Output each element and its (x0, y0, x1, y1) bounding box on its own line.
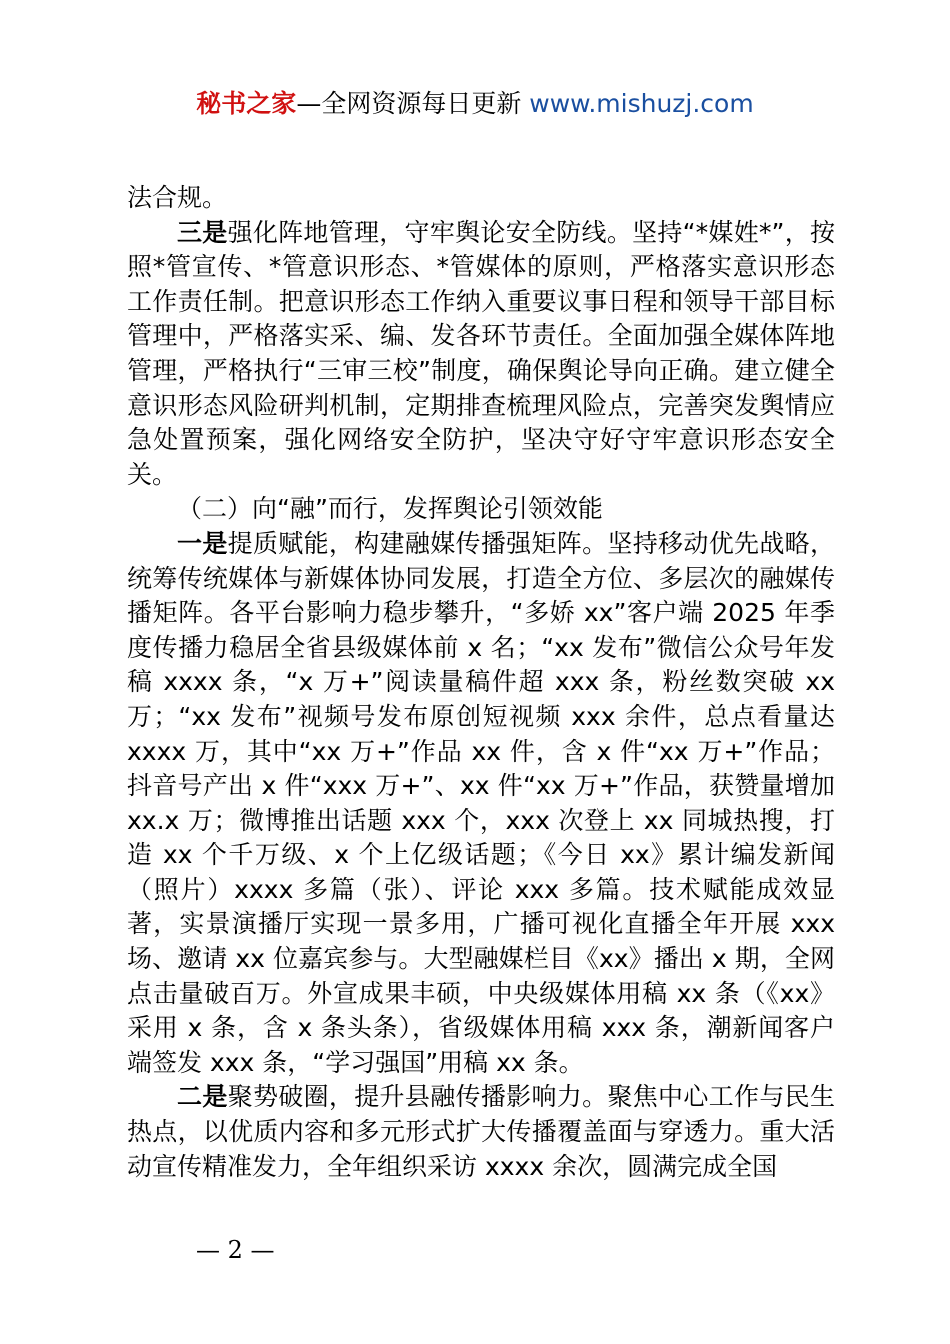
paragraph-continuation (127, 181, 835, 216)
document-body (127, 181, 835, 1184)
section-heading-text: （二）向“融”而行，发挥舆论引领效能 (177, 494, 603, 524)
header-tagline: 全网资源每日更新 (321, 89, 522, 118)
paragraph-text: 提质赋能，构建融媒传播强矩阵。坚持移动优先战略，统筹传统媒体与新媒体协同发展，打造全方位、多层次的融媒传播矩阵。各平台影响力稳步攀升，“多娇 xx”客户端 2025 年季度传播力稳居全省县级媒体前 x 名；“xx 发布”微信公众号年发稿 xxxx 条，“x 万+”阅读量稿件超 xxx 条，粉丝数突破 xx 万；“xx 发布”视频号发布原创短视频 xxx 余件，总点看量达 xxxx 万，其中“xx 万+”作品 xx 件，含 x 件“xx 万+”作品；抖音号产出 x 件“xxx 万+”、xx 件“xx 万+”作品，获赞量增加 xx.x 万；微博推出话题 xxx 个，xxx 次登上 xx 同城热搜，打造 xx 个千万级、x 个上亿级话题；《今日 xx》累计编发新闻（照片）xxxx 多篇（张）、评论 xxx 多篇。技术赋能成效显著，实景演播厅实现一景多用，广播可视化直播全年开展 xxx 场、邀请 xx 位嘉宾参与。大型融媒栏目《xx》播出 x 期，全网点击量破百万。外宣成果丰硕，中央级媒体用稿 xx 条（《xx》采用 x 条，含 x 条头条），省级媒体用稿 xxx 条，潮新闻客户端签发 xxx 条，“学习强国”用稿 xx 条。 (127, 528, 835, 1077)
page-header (0, 86, 950, 122)
header-dash: — (296, 89, 322, 118)
paragraph-lead: 一是 (177, 528, 228, 558)
paragraph-text: 强化阵地管理，守牢舆论安全防线。坚持“*媒姓*”，按照*管宣传、*管意识形态、*管媒体的原则，严格落实意识形态工作责任制。把意识形态工作纳入重要议事日程和领导干部目标管理中，严格落实采、编、发各环节责任。全面加强全媒体阵地管理，严格执行“三审三校”制度，确保舆论导向正确。建立健全意识形态风险研判机制，定期排查梳理风险点，完善突发舆情应急处置预案，强化网络安全防护，坚决守好守牢意识形态安全关。 (127, 217, 835, 489)
paragraph-point-three (127, 216, 835, 493)
section-heading (127, 492, 835, 527)
paragraph-point-one (127, 527, 835, 1081)
page-number: — 2 — (196, 1236, 275, 1264)
paragraph-point-two (127, 1080, 835, 1184)
header-url-link[interactable]: www.mishuzj.com (529, 89, 754, 118)
paragraph-lead: 三是 (177, 217, 228, 247)
paragraph-lead: 二是 (177, 1082, 228, 1112)
header-brand: 秘书之家 (196, 89, 297, 118)
paragraph-text: 法合规。 (127, 183, 228, 212)
paragraph-text: 聚势破圈，提升县融传播影响力。聚焦中心工作与民生热点，以优质内容和多元形式扩大传播覆盖面与穿透力。重大活动宣传精准发力，全年组织采访 xxxx 余次，圆满完成全国 (127, 1082, 835, 1181)
